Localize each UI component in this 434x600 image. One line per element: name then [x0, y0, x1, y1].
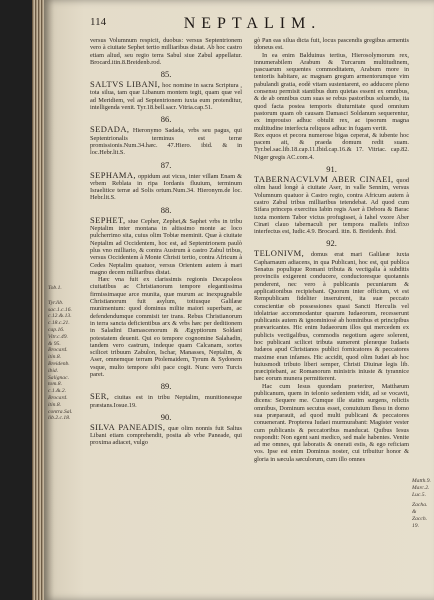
entry-paragraph: [90, 276, 242, 378]
margin-note: lib.2.c.18.: [48, 415, 71, 422]
margin-note: & 95.: [48, 340, 61, 347]
page-number: 114: [90, 16, 107, 28]
running-title: NEPTALIM.: [183, 15, 322, 32]
entry-number: 92.: [326, 238, 337, 249]
entry-paragraph: [90, 214, 242, 276]
entry-paragraph: [90, 126, 242, 156]
entry-number: 89.: [160, 381, 172, 392]
margin-note: cap.16.: [48, 326, 65, 333]
margin-note: Luc.5.: [412, 491, 426, 498]
right-margin-notes: [412, 478, 434, 530]
entry-text: hoc nomine in sacra Scriptura , tota silua, tam quæ Libanum montem tegit, quam quæ vel ad Meridiem, vel ad Septentrionem iuxta eum protenditur, intelligenda venit. Tyr.18.bell.sacr. Vitria.cap.51.: [90, 82, 242, 112]
entry-text: siue Cepher, Zephet,& Saphet vrbs in tribu Neptalim inter montana in altissimo monte ac loco pulcherrimo sita, cuius olim Tobiæ meminit. Quæ à ciuitate Neptalim ad Occidentem, hoc est, ad Septentrionem paulò plus vno milliario, & contra Austrum à castro Zabul tribus, versus Occidentem à Monte Christi tertio, contra Africum à Cedes Neptalim quatuor, versus Orientem autem à mari magno decem milliaribus distat.: [90, 217, 242, 276]
entry-number: 90.: [160, 411, 172, 422]
margin-note: c.1.&.2.: [48, 388, 67, 395]
entry-text: quæ olim nonnis fuit Saltus Libani etiam comprehendit, posita ab vrbe Paneade, qui proxima adiacet, vulgo: [90, 424, 242, 447]
margin-note: Breidenb.: [48, 360, 70, 367]
entry-paragraph: [90, 393, 242, 409]
entry-text: ciuitas est in tribu Neptalim, munitionesque præstans.Iosue.19.: [90, 394, 242, 409]
entry-text: oppidum aut vicus, inter villam Enam & vrbem Reblata in ripa Iordanis fluuium, terminum Israelitice terræ ad Solis ortum.Num.34. Hieronym.de loc. Hebr.lit.S.: [90, 172, 242, 202]
paragraph: gò Pan eas silua dicta fuit, locus pascendis gregibus armentis idoneus est.: [254, 37, 409, 52]
entry-heading: TABERNACVLVM ABER CINAEI,: [254, 174, 394, 185]
entry-heading: SEPHAMA,: [90, 169, 136, 180]
entry-text: Hieronymo Sadada, vrbs seu pagus, qui Septentrionalis terminus est terræ promissionis.Num.34.hæc. 47.Hiero. ibid. & in loc.Hebr.lit.S.: [90, 127, 242, 157]
entry-number: 87.: [160, 159, 172, 170]
entry-text: quod olim haud longè à ciuitate Aser, in valle Sennim, versus Volumnum quatuor à Castro regio, contra Africum autem à castro Zabul tribus milliaribus tetendebat. Ad quod cum Sifara princeps exercitus Iabin regis Aser à Debora & Barac iuxta montem Tabor victus profugisset, à Iahel vxore Aber Cinæi clauo tabernaculi per tempora malleis infixo interfectus est, Iudic.4.9. Brocard. itin. 8. Breidenb. ibid.: [254, 177, 409, 236]
entry-paragraph: [90, 169, 242, 202]
margin-note: Marc.2.: [412, 484, 430, 491]
margin-note: Tyr.lib.: [48, 299, 64, 306]
margin-note: ibid.: [48, 367, 59, 374]
entry-heading: SEDADA,: [90, 124, 130, 135]
entry-number: 85.: [160, 69, 172, 80]
entry-paragraph: [90, 421, 242, 447]
margin-note: Brocard.: [48, 347, 68, 354]
margin-note: tom.8.: [48, 381, 62, 388]
left-text-column: [90, 37, 242, 447]
page-header: [90, 15, 415, 33]
left-margin-notes: [48, 285, 88, 422]
margin-note: c.12.&.13.: [48, 313, 72, 320]
margin-note: &: [412, 509, 417, 516]
entry-heading: SEPHET,: [90, 214, 126, 225]
margin-note: Tob.1.: [48, 285, 62, 291]
paragraph: versus Volumnum respicit, duobus: versus Septentrionem vero à ciuitate Sephet tertio milliaribus distat. Ab hoc castro etiam aliud, seu regio terra Sabul siue Zabul appellatur. Brocard.itin.8.Breidenb.rod.: [90, 37, 242, 66]
margin-note: c.18.c.21.: [48, 320, 70, 327]
entry-paragraph: [254, 383, 409, 463]
margin-note: itin.8.: [48, 401, 62, 408]
margin-note: Zacha.: [412, 502, 428, 509]
entry-heading: SILVA PANEADIS,: [90, 421, 166, 432]
entry-paragraph: [254, 176, 409, 235]
right-text-column: [254, 37, 409, 463]
margin-note: 19.: [412, 522, 419, 529]
margin-note: itin.8.: [48, 354, 62, 361]
margin-note: Zacch.: [412, 515, 428, 522]
entry-number: 91.: [326, 164, 337, 175]
margin-note: contra.Sal.: [48, 408, 73, 415]
entry-heading: SER,: [90, 391, 110, 402]
margin-note: Brocard.: [48, 394, 68, 401]
entry-number: 88.: [160, 204, 172, 215]
margin-note: Vitr.c.49.: [48, 333, 68, 340]
entry-number: 86.: [160, 114, 172, 125]
entry-paragraph: [254, 250, 409, 382]
entry-heading: TELONIVM,: [254, 248, 305, 259]
margin-note: Salignac.: [48, 374, 69, 381]
entry-heading: SALTVS LIBANI,: [90, 79, 161, 90]
entry-paragraph: [90, 81, 242, 111]
paragraph: Rex equos et pecora numerose bigas ceperat, & iubente hoc pacem ait, & praeda domum redit suam. Tyr.bel.sac.lib.18.cap.11.Ibid.cap.16.& 17. Vitriac. cap.82. Niger gregis AC.com.4.: [254, 131, 409, 161]
paragraph: In ea enim Balduinus tertius, Hierosolymorum rex, innumerabilem Arabum & Turcarum multitudinem, pascuarum sequentes commoditatem, Arabum more in tentoriis habitare, ac magnam gregum armentorumque vim pabulandi gratia, eodè vitam sustentarent, eo adducere pleno consensu permisit stantibus dum quietas essent ex omnibus, & de ab omnibus cum suas se rebus pastoribus soluendo, ita quod facta postea temporis diuturnitate quod omnium pastorum quam ob causam Damasci Soldanum sequerentur, ex improuiso adhuc obtulit rex, ac ipsorum magna multitudine interfecta reliquos adhuc in fugam vertit.: [254, 51, 409, 132]
margin-note: Matth.9.: [412, 478, 431, 484]
entry-text: Hæc vna fuit ex clarissimis regionis Decapoleos ciuitatibus ac Christianorum tempore elegantissima firmissimaque arce munita, quæ murum ac inexpugnabile Christianorum fuit asylum, totiusque Galilææ munimentum: quod dominus milite maiori superbam, ac defendendumque commisit ter trans. Rebus Christianorum in terra sancta deficientibus arx & vrbs hæc per deditionem in Saladini Damascenorum & Ægyptiorum Soldani potestatem deuenit. Qui eo tempore cognomine Salahadin, tandem vero castrum, indeque quam Calcanam, sortes scilicet tribuum Zabulon, Ischar, Manasses, Neptalim, & Aser, omnemque terram Ptolemaidem, Tyrum & Sydonem vsque, multo tempore sibi pace cogit. Nunc vero Turcis paret.: [90, 276, 242, 378]
entry-text: Hac cum Iesus quondam præterirer, Matthæum publicanum, quem in telonio sedentem vidit, ad se vocavit, dicens: Sequere me. Cumque ille statim surgens, relictis omnibus, Dominum secutus esset, conuiuium Ihesu in domo sua præparauit, ad quod multi publicani & peccatores conuenerant. Propterea Iudaei murmurabant: Magister vester cum publicanis & peccatoribus manducat. Quibus Iesus respondit: Non egent sani medico, sed male habentes. Venite ad me omnes, qui laboratis & onerati estis, & ego reficiam vos. Ipse est enim Dominus noster, cui tribuitur honor & gloria in sæcula sæculorum, cum illo omnes: [254, 382, 409, 463]
entry-text: domus erat mari Galilææ iuxta Capharnaum adiacens, in qua Publicani, hoc est, qui publica Senatus populique Romani tributa & vectigalia à subditis provinciis exigerent conducere, conductoresque quotannis penderent, nec vero à publicanis pecuniarum & applicationibus recipiebant. Quorum inter officium, vt est Rempublicam fideliter inseruirent, ita suæ peccato conscientiæ ob possessiones quasi Sancti Herculis vel idolatriae accommodantur quarum Iudaeorum, recesserunt publicanis autem & ignominiosè ab hominibus et principibus prævaricantes. Hic enim Iudaeorum illos qui mercedem ex publicis vectigalibus, commodis negotium agere solerent, hoc publicani scilicet tributa sumerent pleræque Iudaeis Iudæos apud Christianos publici fornicatores & peccatores maxime eran infames. Hic accidit, quod olim Iudæi ab hoc huiusmodi tributo liberi semper, Christi Diuinæ legis lib. præcipiebant, ac Romanorum ministris iniuste & tyrannice hæc eorum munera permitterent.: [254, 251, 410, 383]
margin-note: sac.1.c.16.: [48, 306, 72, 313]
